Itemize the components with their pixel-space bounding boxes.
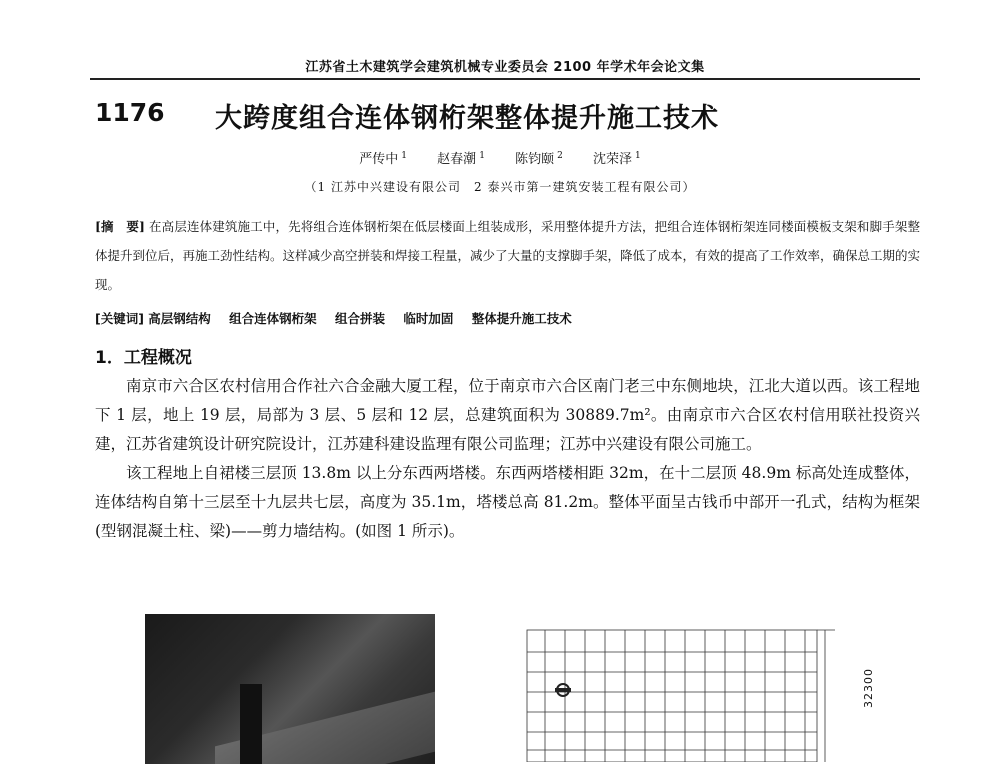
- floor-plan-figure: [525, 622, 855, 762]
- running-head: 江苏省土木建筑学会建筑机械专业委员会 2100 年学术年会论文集: [305, 60, 705, 75]
- author: 陈钧颐 $^2$: [515, 150, 563, 167]
- keyword: 高层钢结构: [148, 311, 211, 326]
- keyword: 临时加固: [403, 311, 454, 326]
- building-photo: [145, 614, 435, 764]
- abstract-text: 在高层连体建筑施工中，先将组合连体钢桁架在低层楼面上组装成形，采用整体提升方法，把组合连体钢桁架连同楼面模板支架和脚手架整体提升到位后，再施工劲性结构。这样减少高空拼装和焊接工程量，减少了大量的支撑脚手架，降低了成本，有效的提高了工作效率，确保总工期的实现。: [95, 219, 921, 292]
- photo-tower: [240, 684, 262, 764]
- author: 沈荣泽 $^1$: [592, 150, 641, 167]
- header-rule: [90, 78, 920, 80]
- keywords: [95, 309, 920, 327]
- section-heading: 1．工程概况: [95, 348, 192, 368]
- plan-dimension-label: 32300: [862, 668, 875, 708]
- author: 赵春潮 $^1$: [437, 150, 485, 167]
- paragraph: 该工程地上自裙楼三层顶 13.8m 以上分东西两塔楼。东西两塔楼相距 32m，在十二层顶 48.9m 标高处连成整体，连体结构自第十三层至十九层共七层，高度为 35.1m，塔楼总高 81.2m。整体平面呈古钱币中部开一孔式，结构为框架(型钢混凝土柱、梁)——剪力墙结构。(如图 1 所示)。: [95, 464, 920, 540]
- author-list: [0, 148, 1000, 167]
- affiliations: （1 江苏中兴建设有限公司 2 泰兴市第一建筑安装工程有限公司）: [304, 180, 696, 194]
- keyword: 组合拼装: [335, 311, 386, 326]
- paragraph: 南京市六合区农村信用合作社六合金融大厦工程，位于南京市六合区南门老三中东侧地块，江北大道以西。该工程地下 1 层，地上 19 层，局部为 3 层、5 层和 12 层，总建筑面积为 30889.7m²。由南京市六合区农村信用联社投资兴建，江苏省建筑设计研究院设计，江苏建科建设监理有限公司监理；江苏中兴建设有限公司施工。: [95, 377, 920, 453]
- keywords-label: [关键词]: [95, 311, 144, 326]
- north-arrow-icon: [555, 684, 571, 696]
- paper-number: 1176: [95, 98, 165, 127]
- paper-title: 大跨度组合连体钢桁架整体提升施工技术: [215, 103, 719, 134]
- section-body: [95, 372, 920, 546]
- abstract-label: [摘 要]: [95, 219, 145, 234]
- plan-outline: [527, 630, 817, 762]
- keyword: 整体提升施工技术: [471, 311, 572, 326]
- author: 严传中 $^1$: [359, 150, 408, 167]
- abstract: [95, 212, 920, 299]
- keyword: 组合连体钢桁架: [229, 311, 317, 326]
